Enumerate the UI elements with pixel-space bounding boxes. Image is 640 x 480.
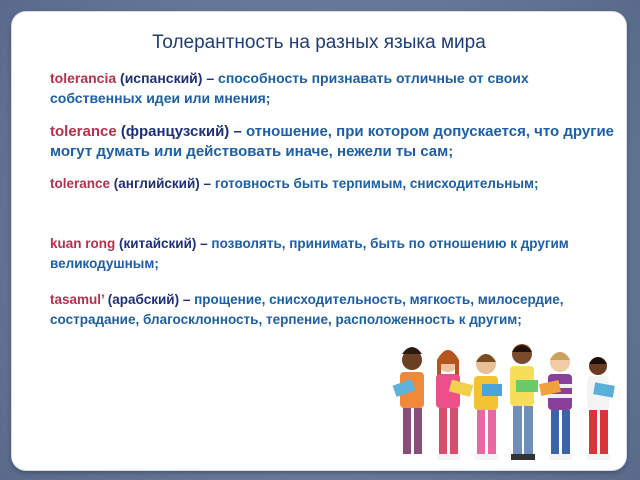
slide-title: Толерантность на разных языка мира [152, 32, 486, 53]
children-reading-books-illustration [390, 330, 626, 470]
entry-definition: отношение, при котором допускается, что другие могут думать или действовать иначе, нежели ты сам; [50, 123, 615, 160]
entry-definition: готовность быть терпимым, снисходительным; [214, 176, 539, 191]
child-figure [539, 352, 572, 460]
entry-dash: – [203, 176, 212, 191]
entry-english [50, 174, 620, 194]
entry-dash: – [206, 70, 215, 86]
entry-arabic [50, 290, 620, 330]
entry-definition: прощение, снисходительность, мягкость, милосердие, сострадание, благосклонность, терпение, расположенность к другим; [50, 292, 564, 327]
entry-language: (французский) [120, 123, 230, 140]
entry-term: tolerance [50, 176, 111, 191]
entry-language: (испанский) [120, 70, 203, 86]
child-figure [436, 350, 473, 460]
entry-term: tolerancia [50, 70, 117, 86]
child-figure [510, 344, 538, 460]
entry-language: (английский) [113, 176, 200, 191]
entry-language: (арабский) [107, 292, 180, 307]
slide [12, 12, 626, 470]
entry-chinese [50, 234, 620, 274]
child-figure [393, 347, 424, 460]
entry-french [50, 122, 620, 162]
entry-term: kuan rong [50, 236, 116, 251]
entry-dash: – [233, 123, 242, 140]
child-figure [474, 354, 502, 460]
entry-definition: позволять, принимать, быть по отношению к другим великодушным; [50, 236, 569, 271]
entry-definition: способность признавать отличные от своих собственных идеи или мнения; [50, 70, 529, 106]
entry-term: tolerance [50, 123, 117, 140]
entry-spanish [50, 68, 620, 108]
child-figure [587, 357, 615, 460]
entry-language: (китайский) [119, 236, 197, 251]
entry-dash: – [182, 292, 191, 307]
entry-dash: – [200, 236, 208, 251]
entry-term: tasamul’ [50, 292, 105, 307]
